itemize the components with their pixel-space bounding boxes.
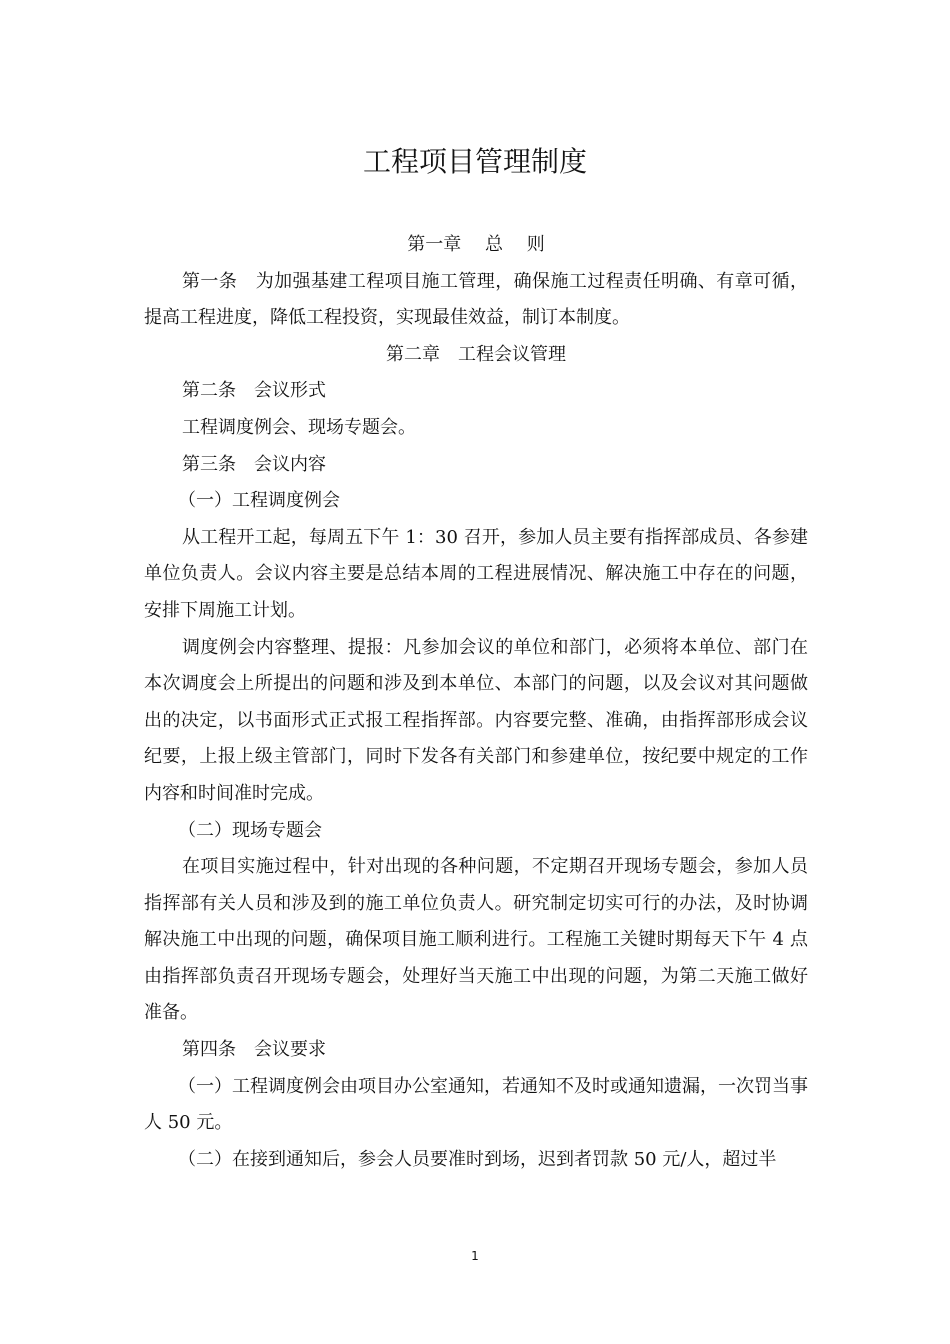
- article-4-heading: 第四条 会议要求: [182, 1039, 326, 1061]
- section-2-heading: （二）现场专题会: [178, 819, 322, 841]
- section-1-heading: （一）工程调度例会: [178, 490, 340, 512]
- article-4-item-1: （一）工程调度例会由项目办公室通知，若通知不及时或通知遗漏，一次罚当事人 50 元。: [144, 1075, 808, 1134]
- section-1-paragraph-1: 从工程开工起，每周五下午 1：30 召开，参加人员主要有指挥部成员、各参建单位负责人。会议内容主要是总结本周的工程进展情况、解决施工中存在的问题，安排下周施工计划。: [144, 526, 808, 621]
- document-body: [144, 227, 808, 1178]
- article-2-heading: 第二条 会议形式: [182, 380, 326, 402]
- article-3-heading: 第三条 会议内容: [182, 453, 326, 475]
- chapter-2-heading: 第二章 工程会议管理: [386, 343, 566, 365]
- article-2-text: 工程调度例会、现场专题会。: [182, 416, 416, 438]
- section-2-paragraph-1: 在项目实施过程中，针对出现的各种问题，不定期召开现场专题会，参加人员指挥部有关人员和涉及到的施工单位负责人。研究制定切实可行的办法，及时协调解决施工中出现的问题，确保项目施工顺利进行。工程施工关键时期每天下午 4 点由指挥部负责召开现场专题会，处理好当天施工中出现的问题，为第二天施工做好准备。: [144, 856, 808, 1024]
- article-1-text: 第一条 为加强基建工程项目施工管理，确保施工过程责任明确、有章可循，提高工程进度，降低工程投资，实现最佳效益，制订本制度。: [144, 270, 808, 329]
- page-number: 1: [471, 1249, 479, 1263]
- chapter-1-heading: 第一章 总 则: [407, 234, 545, 255]
- document-title: 工程项目管理制度: [362, 145, 587, 178]
- section-1-paragraph-2: 调度例会内容整理、提报：凡参加会议的单位和部门，必须将本单位、部门在本次调度会上所提出的问题和涉及到本单位、本部门的问题，以及会议对其问题做出的决定，以书面形式正式报工程指挥部。内容要完整、准确，由指挥部形成会议纪要，上报上级主管部门，同时下发各有关部门和参建单位，按纪要中规定的工作内容和时间准时完成。: [144, 636, 808, 804]
- article-4-item-2: （二）在接到通知后，参会人员要准时到场，迟到者罚款 50 元/人，超过半: [178, 1148, 777, 1170]
